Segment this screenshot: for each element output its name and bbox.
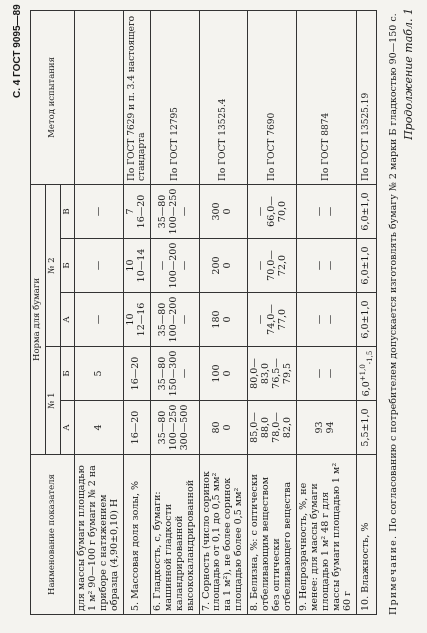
cell-b1: 35—80 150—300 — <box>150 347 199 401</box>
cell-a2: 6,0±1,0 <box>356 293 376 347</box>
cell-a1: 4 <box>75 401 124 455</box>
cell-b1: 5 <box>75 347 124 401</box>
cell-v2: 300 0 <box>199 184 248 238</box>
cell-b1: 16—20 <box>123 347 150 401</box>
col-norm-header: Норма для бумаги <box>31 184 46 454</box>
cell-b1: — — <box>296 347 356 401</box>
norms-table <box>30 10 377 615</box>
grade-a1-header: А <box>60 401 75 455</box>
cell-b1: 80,0—83,0 76,5—79,5 <box>248 347 297 401</box>
cell-b2: — <box>75 239 124 293</box>
cell-a1: 93 94 <box>296 401 356 455</box>
cell-v2: 35—80 100—250 — <box>150 184 199 238</box>
cell-b2: 6,0±1,0 <box>356 239 376 293</box>
table-note <box>388 11 400 615</box>
grade-b2-header: Б <box>60 239 75 293</box>
cell-method: По ГОСТ 13525.19 <box>356 10 376 184</box>
cell-a1: 35—80 100—250 300—500 <box>150 401 199 455</box>
cell-a2: — <box>75 293 124 347</box>
continuation-title: Продолжение табл. 1 <box>402 8 415 140</box>
group1-header: № 1 <box>45 347 60 455</box>
row-name: 10. Влажность, % <box>356 455 376 615</box>
row-name: 8. Белизна, %: с оптически отбеливающим веществом без оптически отбеливающего вещества <box>248 455 297 615</box>
cell-a1: 80 0 <box>199 401 248 455</box>
table-row <box>123 10 150 614</box>
cell-a2: 10 12—16 <box>123 293 150 347</box>
row-name: для массы бумаги площадью 1 м² 90—100 г бумаги № 2 на приборе с натяжением образца (4,90±0,10) Н <box>75 455 124 615</box>
cell-a1: 5,5±1,0 <box>356 401 376 455</box>
page-header-text: С. 4 ГОСТ 9095—89 <box>12 4 23 98</box>
group2-header: № 2 <box>45 184 60 346</box>
cell-b1: 100 0 <box>199 347 248 401</box>
cell-a2: — — <box>296 293 356 347</box>
cell-method: По ГОСТ 7690 <box>248 10 297 184</box>
cell-method: По ГОСТ 7629 и п. 3.4 настоящего стандарта <box>123 10 150 184</box>
cell-method: По ГОСТ 8874 <box>296 10 356 184</box>
cell-b2: — 70,0—72,0 <box>248 239 297 293</box>
table-row <box>199 10 248 614</box>
cell-v2: 7 16—20 <box>123 184 150 238</box>
cell-b2: 10 10—14 <box>123 239 150 293</box>
cell-a1: 85,0—88,0 78,0—82,0 <box>248 401 297 455</box>
moisture-base: 6,0 <box>360 381 372 397</box>
row-name: 6. Гладкость, с, бумаги: машинной гладкости каландрированной высококаландрированной <box>150 455 199 615</box>
col-method-header: Метод испытания <box>31 10 75 184</box>
cell-b1 <box>356 347 376 401</box>
table-row <box>296 10 356 614</box>
cell-b2: 200 0 <box>199 239 248 293</box>
table-row <box>150 10 199 614</box>
cell-method: По ГОСТ 13525.4 <box>199 10 248 184</box>
cell-b2: — — <box>296 239 356 293</box>
note-text: По согласованию с потребителем допускается изготовлять бумагу № 2 марки Б гладкостью 90—150 с. <box>388 13 399 532</box>
cell-v2: 6,0±1,0 <box>356 184 376 238</box>
cell-v2: — — <box>296 184 356 238</box>
table-row <box>248 10 297 614</box>
note-label: Примечание. <box>388 534 399 615</box>
grade-b1-header: Б <box>60 347 75 401</box>
row-name: 9. Непрозрачность, %, не менее: для массы бумаги площадью 1 м² 48 г для массы бумаги площадью 1 м² 60 г <box>296 455 356 615</box>
moisture-minus-tolerance: -1,5 <box>365 350 374 365</box>
cell-a2: 180 0 <box>199 293 248 347</box>
cell-method: По ГОСТ 12795 <box>150 10 199 184</box>
grade-v2-header: В <box>60 184 75 238</box>
cell-v2: — 66,0—70,0 <box>248 184 297 238</box>
row-name: 7. Сорность (число соринок площадью от 0,1 до 0,5 мм² на 1 м²), не более соринок площадью более 0,5 мм² <box>199 455 248 615</box>
cell-a2: — 74,0—77,0 <box>248 293 297 347</box>
cell-a2: 35—80 100—200 — <box>150 293 199 347</box>
moisture-plus-tolerance: +1,0 <box>358 364 367 382</box>
grade-a2-header: А <box>60 293 75 347</box>
cell-method <box>75 10 124 184</box>
col-name-header: Наименование показателя <box>31 455 75 615</box>
header-row-1 <box>31 10 46 614</box>
table-row <box>356 10 376 614</box>
row-name: 5. Массовая доля золы, % <box>123 455 150 615</box>
cell-b2: — 100—200 — <box>150 239 199 293</box>
cell-v2: — <box>75 184 124 238</box>
table-row <box>75 10 124 614</box>
cell-a1: 16—20 <box>123 401 150 455</box>
